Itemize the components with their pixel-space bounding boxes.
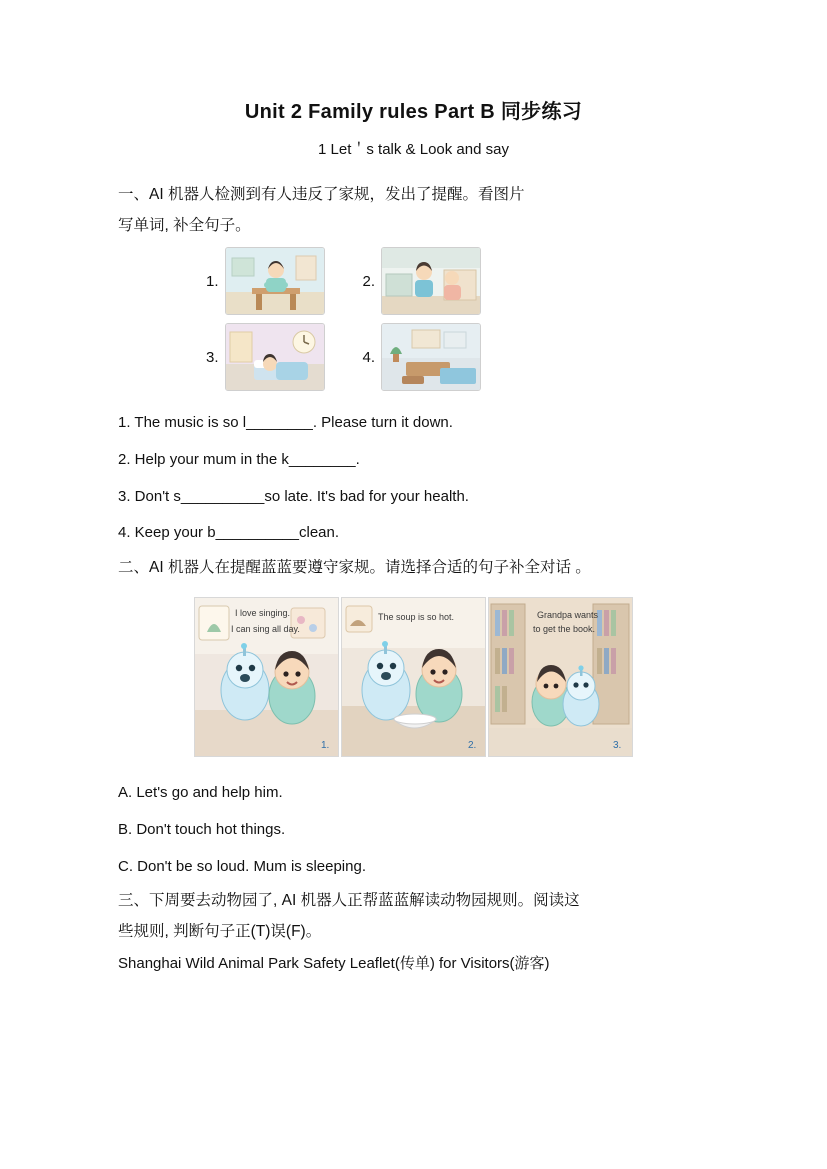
picture-row bbox=[206, 323, 709, 391]
picture-number-2: 2. bbox=[362, 272, 376, 290]
picture-cell-2 bbox=[363, 247, 482, 315]
panel2-caption-line1: The soup is so hot. bbox=[378, 612, 455, 622]
picture-cell-4 bbox=[363, 323, 482, 391]
panel3-caption-line1: Grandpa wants bbox=[537, 610, 599, 620]
section3-prompt-line1: 三、下周要去动物园了, AI 机器人正帮蓝蓝解读动物园规则。阅读这 bbox=[118, 892, 580, 910]
panel3-number: 3. bbox=[613, 740, 622, 751]
section1-question-3: 3. Don't s__________so late. It's bad for your health. bbox=[118, 487, 469, 505]
picture-row bbox=[206, 247, 709, 315]
grandpa-book-panel bbox=[488, 597, 633, 757]
panel1-caption-line2: I can sing all day. bbox=[231, 624, 300, 634]
panel3-caption-line2: to get the book. bbox=[533, 624, 596, 634]
messy-bedroom-icon bbox=[381, 323, 481, 391]
panel1-caption-line1: I love singing. bbox=[235, 608, 291, 618]
section1-question-2: 2. Help your mum in the k________. bbox=[118, 450, 360, 468]
panel2-number: 2. bbox=[468, 740, 477, 751]
panel1-number: 1. bbox=[321, 740, 330, 751]
section2-option-a: A. Let's go and help him. bbox=[118, 784, 283, 801]
section1-prompt-line1: 一、AI 机器人检测到有人违反了家规，发出了提醒。看图片 bbox=[118, 186, 525, 203]
girl-sleeping-icon bbox=[225, 323, 325, 391]
page-subtitle: 1 Let＇s talk & Look and say bbox=[318, 141, 509, 158]
section1-question-4: 4. Keep your b__________clean. bbox=[118, 524, 340, 542]
picture-number-1: 1. bbox=[206, 272, 219, 290]
section1-question-1: 1. The music is so l________. Please turn it down. bbox=[118, 414, 453, 431]
section1-picture-grid bbox=[118, 247, 709, 391]
picture-cell-1 bbox=[206, 247, 325, 315]
section2-option-c: C. Don't be so loud. Mum is sleeping. bbox=[118, 857, 366, 875]
girl-at-desk-icon bbox=[225, 247, 325, 315]
section2-prompt: 二、AI 机器人在提醒蓝蓝要遵守家规。请选择合适的句子补全对话 。 bbox=[118, 559, 591, 576]
robot-singing-panel bbox=[194, 597, 339, 757]
section1-prompt-line2: 写单词, 补全句子。 bbox=[118, 217, 251, 234]
picture-number-3: 3. bbox=[206, 348, 219, 366]
section3-leaflet-title: Shanghai Wild Animal Park Safety Leaflet(传单) for Visitors(游客) bbox=[118, 955, 550, 973]
section2-option-b: B. Don't touch hot things. bbox=[118, 820, 286, 838]
picture-cell-3 bbox=[206, 323, 325, 391]
section3-prompt-line2: 些规则, 判断句子正(T)误(F)。 bbox=[118, 923, 322, 941]
robot-soup-panel bbox=[341, 597, 486, 757]
page-title: Unit 2 Family rules Part B 同步练习 bbox=[244, 101, 583, 123]
boy-in-kitchen-icon bbox=[381, 247, 481, 315]
picture-number-4: 4. bbox=[362, 348, 376, 366]
section2-comic-strip bbox=[118, 597, 709, 757]
